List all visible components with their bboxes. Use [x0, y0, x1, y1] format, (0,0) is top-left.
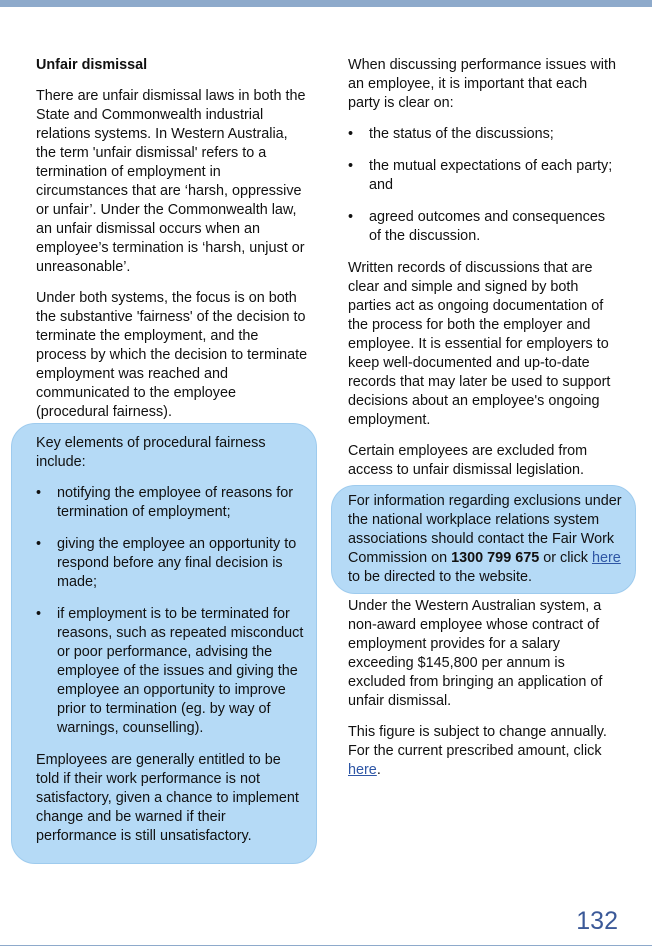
fair-work-commission-callout	[331, 485, 636, 594]
page-number: 132	[576, 907, 618, 935]
bullet-icon: •	[36, 536, 42, 552]
paragraph-written-records: Written records of discussions that are clear and simple and signed by both parties act as ongoing documentation of the process for both the employer and employee. It is essential for employers to keep well-documented and up-to-date records that may later be used to support decisions about an employee's ongoing employment.	[348, 260, 611, 428]
paragraph-both-systems: Under both systems, the focus is on both the substantive 'fairness' of the decision to terminate the employment, and the process by which the decision to terminate employment was reached and communicated to the employee (procedural fairness).	[36, 290, 308, 420]
bullet-icon: •	[348, 209, 354, 225]
bullet-icon: •	[348, 126, 354, 142]
procedural-fairness-list	[36, 484, 306, 738]
section-heading: Unfair dismissal	[36, 57, 148, 73]
bullet-icon: •	[348, 158, 354, 174]
callout-intro: Key elements of procedural fairness include:	[36, 435, 266, 470]
list-item: • giving the employee an opportunity to respond before any final decision is made;	[36, 536, 297, 590]
paragraph-wa-salary-threshold: Under the Western Australian system, a non-award employee whose contract of employment provides for a salary exceeding $145,800 per annum is excluded from bringing an application of unfair dismissal.	[348, 598, 603, 709]
list-item: • the mutual expectations of each party; and	[348, 158, 613, 193]
paragraph-annual-change: This figure is subject to change annually. For the current prescribed amount, click here.	[348, 724, 607, 778]
right-column	[348, 56, 620, 492]
paragraph-unfair-dismissal-laws: There are unfair dismissal laws in both the State and Commonwealth industrial relations systems. In Western Australia, the term 'unfair dismissal' refers to a termination of employment in circumstances that are ‘harsh, oppressive or unfair’. Under the Commonwealth law, an unfair dismissal occurs when an employee’s termination is ‘harsh, unjust or unreasonable’.	[36, 88, 306, 275]
fair-work-commission-text: For information regarding exclusions under the national workplace relations system associations should contact the Fair Work Commission on 1300 799 675 or click here to be directed to the website.	[348, 493, 622, 585]
top-decorative-bar	[0, 0, 652, 7]
bullet-icon: •	[36, 606, 42, 622]
prescribed-amount-link[interactable]: here	[348, 762, 377, 778]
list-item: • agreed outcomes and consequences of the discussion.	[348, 209, 606, 244]
paragraph-performance-issues: When discussing performance issues with an employee, it is important that each party is clear on:	[348, 57, 616, 111]
callout-closing: Employees are generally entitled to be told if their work performance is not satisfactory, given a chance to implement change and be warned if their performance is still unsatisfactory.	[36, 752, 299, 844]
list-item: • the status of the discussions;	[348, 126, 554, 142]
phone-number: 1300 799 675	[451, 550, 540, 566]
paragraph-excluded-employees: Certain employees are excluded from access to unfair dismissal legislation.	[348, 443, 588, 478]
list-item: • notifying the employee of reasons for termination of employment;	[36, 485, 293, 520]
bullet-icon: •	[36, 485, 42, 501]
fair-work-website-link[interactable]: here	[591, 550, 621, 566]
procedural-fairness-callout	[11, 423, 317, 864]
right-lower-column	[348, 597, 620, 792]
list-item: • if employment is to be terminated for reasons, such as repeated misconduct or poor performance, advising the employee of the issues and giving the employee an opportunity to improve prior to termination (eg. by way of warnings, counselling).	[36, 606, 304, 736]
left-column	[36, 56, 308, 434]
clarity-list	[348, 125, 620, 246]
